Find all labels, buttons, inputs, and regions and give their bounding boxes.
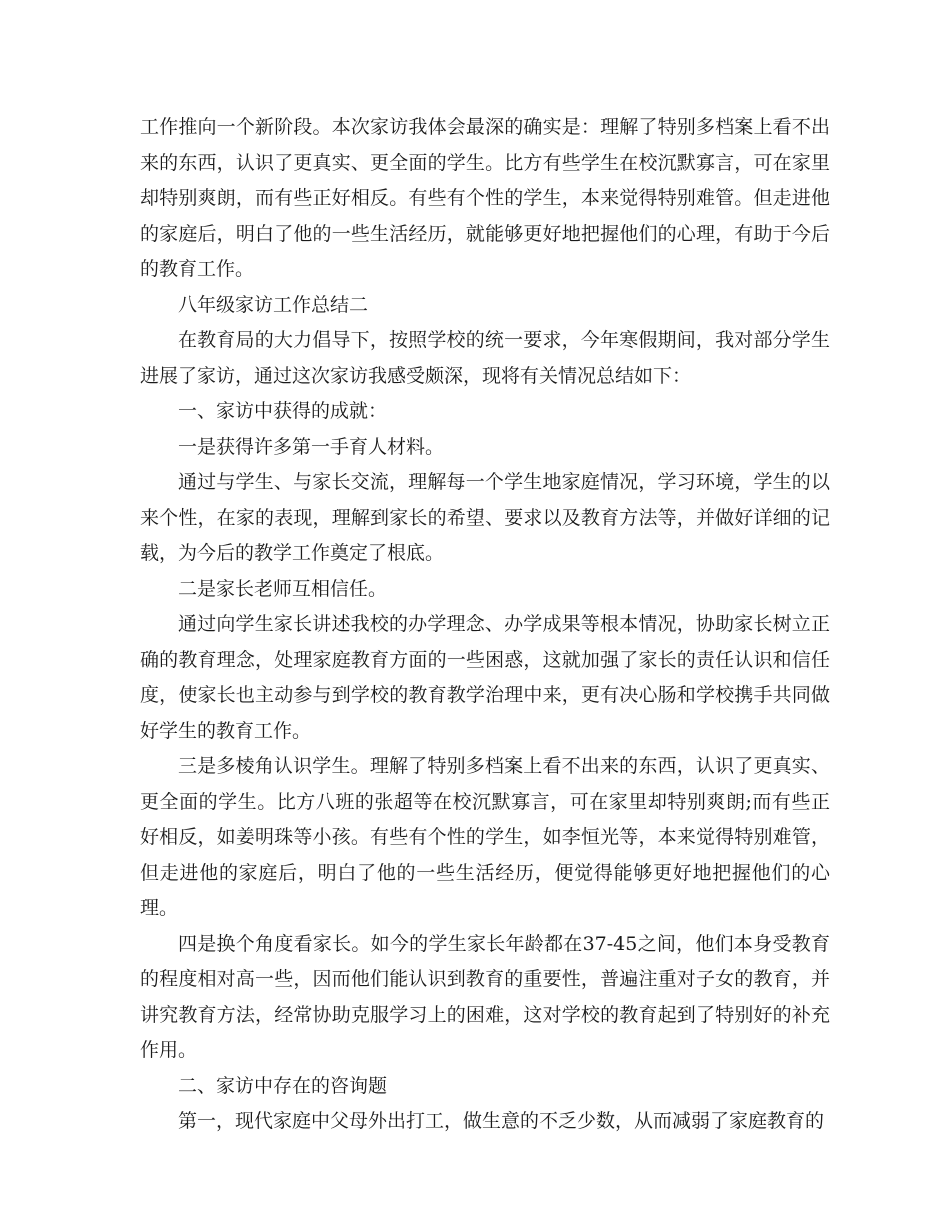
paragraph-continuation: 工作推向一个新阶段。本次家访我体会最深的确实是：理解了特别多档案上看不出来的东西，认识了更真实、更全面的学生。比方有些学生在校沉默寡言，可在家里却特别爽朗，而有些正好相反。有些有个性的学生，本来觉得特别难管。但走进他的家庭后，明白了他的一些生活经历，就能够更好地把握他们的心理，有助于今后的教育工作。 — [140, 116, 830, 280]
document-body — [140, 110, 830, 1140]
subheading-problems: 二、家访中存在的咨询题 — [178, 1074, 388, 1097]
point-one-heading: 一是获得许多第一手育人材料。 — [178, 435, 445, 458]
point-three: 三是多棱角认识学生。理解了特别多档案上看不出来的东西，认识了更真实、更全面的学生。比方八班的张超等在校沉默寡言，可在家里却特别爽朗;而有些正好相反，如姜明珠等小孩。有些有个性的学生，如李恒光等，本来觉得特别难管，但走进他的家庭后，明白了他的一些生活经历，便觉得能够更好地把握他们的心理。 — [140, 755, 830, 919]
subheading-achievements: 一、家访中获得的成就： — [178, 400, 388, 422]
paragraph-first-problem: 第一，现代家庭中父母外出打工，做生意的不乏少数，从而减弱了家庭教育的 — [178, 1110, 825, 1132]
paragraph-intro: 在教育局的大力倡导下，按照学校的统一要求，今年寒假期间，我对部分学生进展了家访，通过这次家访我感受颇深，现将有关情况总结如下： — [140, 329, 830, 387]
point-four: 四是换个角度看家长。如今的学生家长年龄都在37-45之间，他们本身受教育的程度相对高一些，因而他们能认识到教育的重要性，普遍注重对子女的教育，并讲究教育方法，经常协助克服学习上的困难，这对学校的教育起到了特别好的补充作用。 — [140, 932, 830, 1061]
point-two-heading: 二是家长老师互相信任。 — [178, 577, 388, 600]
section-heading-summary-two: 八年级家访工作总结二 — [178, 293, 369, 316]
point-one-body: 通过与学生、与家长交流，理解每一个学生地家庭情况，学习环境，学生的以来个性，在家的表现，理解到家长的希望、要求以及教育方法等，并做好详细的记载，为今后的教学工作奠定了根底。 — [140, 471, 830, 564]
point-two-body: 通过向学生家长讲述我校的办学理念、办学成果等根本情况，协助家长树立正确的教育理念，处理家庭教育方面的一些困惑，这就加强了家长的责任认识和信任度，使家长也主动参与到学校的教育教学治理中来，更有决心肠和学校携手共同做好学生的教育工作。 — [140, 613, 830, 742]
